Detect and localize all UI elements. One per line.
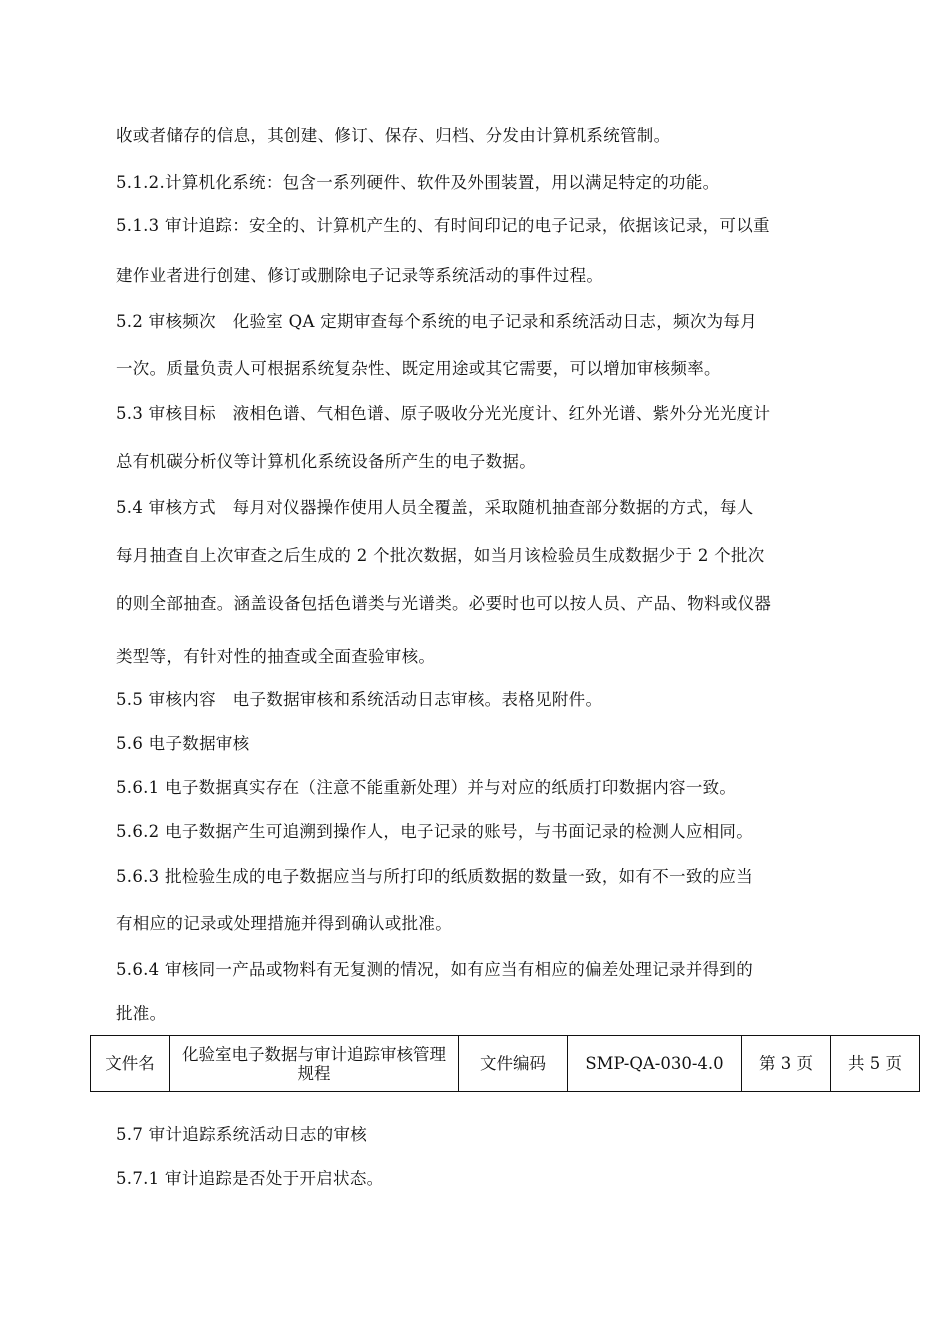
- section-heading: 5.6 电子数据审核: [116, 734, 250, 753]
- text-line: 的则全部抽查。涵盖设备包括色谱类与光谱类。必要时也可以按人员、产品、物料或仪器: [116, 594, 772, 613]
- text-line: 有相应的记录或处理措施并得到确认或批准。: [116, 914, 452, 933]
- text-line: 5.1.3 审计追踪：安全的、计算机产生的、有时间印记的电子记录，依据该记录，可以重: [116, 216, 770, 235]
- text-line: 5.2 审核频次 化验室 QA 定期审查每个系统的电子记录和系统活动日志，频次为每月: [116, 312, 758, 331]
- text-line: 总有机碳分析仪等计算机化系统设备所产生的电子数据。: [116, 452, 536, 471]
- text-line: 每月抽查自上次审查之后生成的 2 个批次数据，如当月该检验员生成数据少于 2 个批次: [116, 546, 765, 565]
- text-line: 5.3 审核目标 液相色谱、气相色谱、原子吸收分光光度计、红外光谱、紫外分光光度计: [116, 404, 771, 423]
- text-line: 收或者储存的信息，其创建、修订、保存、归档、分发由计算机系统管制。: [116, 126, 671, 145]
- page-number: 第 3 页: [742, 1036, 831, 1092]
- total-pages: 共 5 页: [831, 1036, 920, 1092]
- text-line: 5.6.3 批检验生成的电子数据应当与所打印的纸质数据的数量一致，如有不一致的应当: [116, 867, 754, 886]
- text-line: 5.7.1 审计追踪是否处于开启状态。: [116, 1169, 384, 1188]
- text-line: 5.4 审核方式 每月对仪器操作使用人员全覆盖，采取随机抽查部分数据的方式，每人: [116, 498, 754, 517]
- text-line: 5.5 审核内容 电子数据审核和系统活动日志审核。表格见附件。: [116, 690, 603, 709]
- text-line: 一次。质量负责人可根据系统复杂性、既定用途或其它需要，可以增加审核频率。: [116, 359, 721, 378]
- section-heading: 5.7 审计追踪系统活动日志的审核: [116, 1125, 368, 1144]
- text-line: 5.1.2.计算机化系统：包含一系列硬件、软件及外围装置，用以满足特定的功能。: [116, 173, 720, 192]
- document-footer-table: [90, 1035, 920, 1092]
- text-line: 5.6.2 电子数据产生可追溯到操作人，电子记录的账号，与书面记录的检测人应相同。: [116, 822, 754, 841]
- file-code: SMP-QA-030-4.0: [568, 1036, 742, 1092]
- file-name-label: 文件名: [91, 1036, 170, 1092]
- file-code-label: 文件编码: [459, 1036, 568, 1092]
- text-line: 5.6.4 审核同一产品或物料有无复测的情况，如有应当有相应的偏差处理记录并得到的: [116, 960, 754, 979]
- text-line: 类型等，有针对性的抽查或全面查验审核。: [116, 647, 436, 666]
- text-line: 批准。: [116, 1004, 167, 1023]
- file-name: 化验室电子数据与审计追踪审核管理规程: [170, 1036, 459, 1092]
- text-line: 建作业者进行创建、修订或删除电子记录等系统活动的事件过程。: [116, 266, 604, 285]
- text-line: 5.6.1 电子数据真实存在（注意不能重新处理）并与对应的纸质打印数据内容一致。: [116, 778, 737, 797]
